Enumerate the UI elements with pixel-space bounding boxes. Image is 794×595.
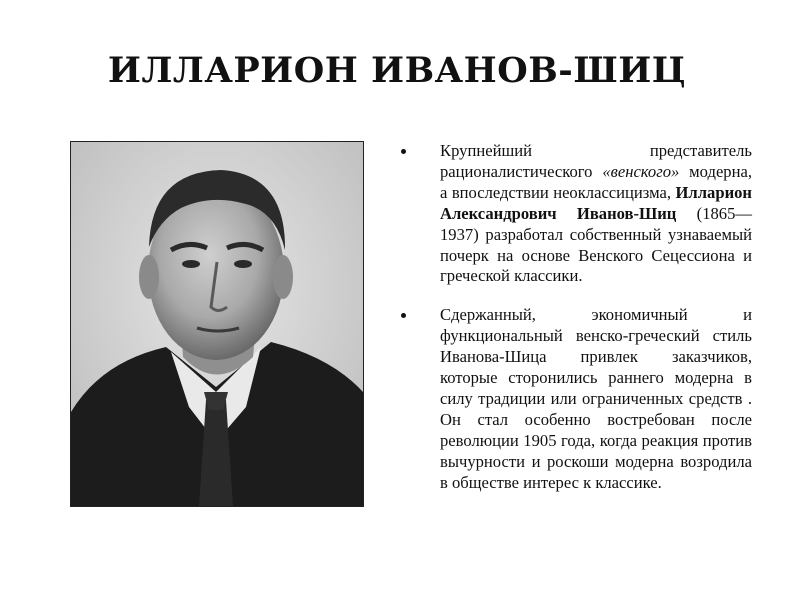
bullet-text <box>440 305 752 493</box>
bullet-item-1 <box>400 141 752 287</box>
slide-title: ИЛЛАРИОН ИВАНОВ-ШИЦ <box>107 50 687 91</box>
bullet-segment: (1865—1937) разработал собственный узнаваемый почерк на основе Венского Сецессиона и греческой классики. <box>440 203 752 286</box>
bullet-segment: модерна, а впоследствии неоклассицизма, <box>440 161 752 202</box>
bullet-segment-italic: «венского» <box>602 161 680 181</box>
bullet-dot-icon <box>401 313 406 318</box>
bullet-list <box>400 141 752 494</box>
bullet-segment-bold: Илларион Александрович Иванов-Шиц <box>440 182 752 223</box>
portrait-illustration <box>71 142 363 506</box>
bullet-text <box>440 141 752 287</box>
bullet-dot-icon <box>401 149 406 154</box>
bullet-segment: Сдержанный, экономичный и функциональный венско-греческий стиль Иванова-Шица привлек заказчиков, которые сторонились раннего модерна в силу традиции или ограниченных средств . Он стал особенно востребован после революции 1905 года, когда реакция против вычурности и роскоши модерна возродила в обществе интерес к классике. <box>440 305 752 492</box>
portrait-photo <box>70 141 364 507</box>
bullet-item-2 <box>400 305 752 493</box>
bullet-segment: Крупнейший представитель рационалистического <box>440 141 752 181</box>
